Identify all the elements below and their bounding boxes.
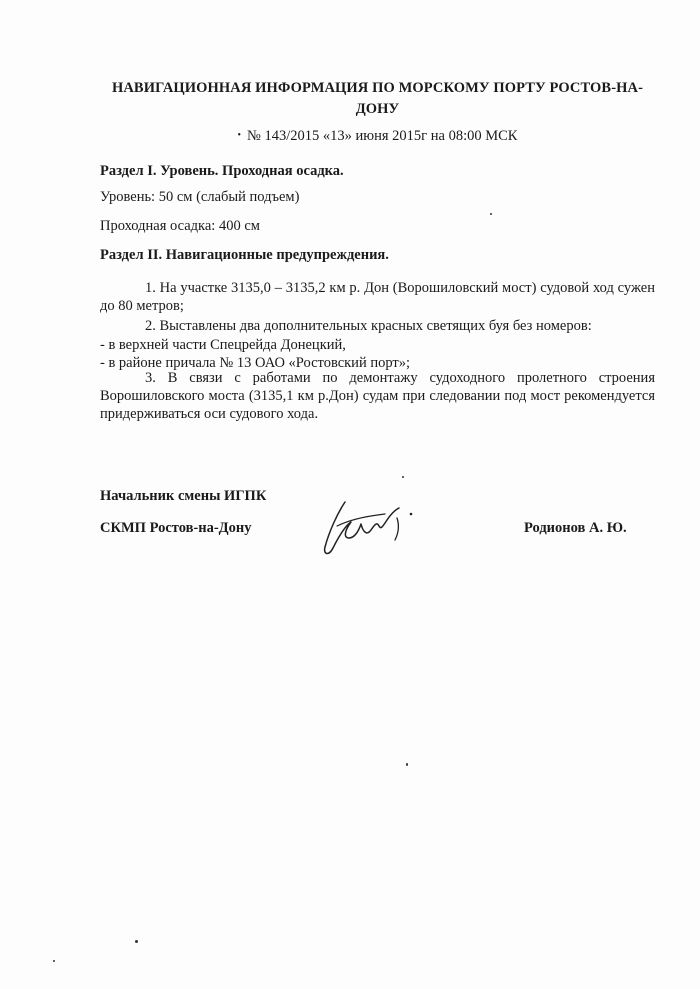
- warning-bullet-2: - в районе причала № 13 ОАО «Ростовский порт»;: [100, 355, 411, 371]
- warning-item-3: 3. В связи с работами по демонтажу судоходного пролетного строения Ворошиловского моста (3135,1 км р.Дон) судам при следовании под мост рекомендуется придерживаться оси судового хода.: [100, 370, 655, 422]
- signatory-name: Родионов А. Ю.: [524, 520, 627, 536]
- handwritten-signature-icon: [315, 492, 425, 564]
- signatory-position-line2: СКМП Ростов-на-Дону: [100, 520, 252, 536]
- section2-heading: Раздел II. Навигационные предупреждения.: [100, 247, 389, 263]
- warning-item-2: 2. Выставлены два дополнительных красных светящих буя без номеров:: [145, 318, 592, 334]
- scan-speck: [402, 476, 404, 478]
- document-number-text: № 143/2015 «13» июня 2015г на 08:00 МСК: [247, 128, 518, 144]
- scan-mark-icon: •: [237, 130, 242, 141]
- warning-bullet-1: - в верхней части Спецрейда Донецкий,: [100, 337, 346, 353]
- document-number-line: [100, 127, 655, 145]
- warning-item-1: 1. На участке 3135,0 – 3135,2 км р. Дон (Ворошиловский мост) судовой ход сужен до 80 метров;: [100, 280, 655, 314]
- water-level: Уровень: 50 см (слабый подъем): [100, 189, 300, 205]
- scan-speck: [490, 213, 492, 215]
- section1-heading: Раздел I. Уровень. Проходная осадка.: [100, 163, 344, 179]
- signatory-position-line1: Начальник смены ИГПК: [100, 488, 267, 504]
- document-title: НАВИГАЦИОННАЯ ИНФОРМАЦИЯ ПО МОРСКОМУ ПОРТУ РОСТОВ-НА-ДОНУ: [111, 80, 644, 117]
- passage-draft: Проходная осадка: 400 см: [100, 218, 260, 234]
- scan-speck: [135, 940, 138, 943]
- scan-speck: [406, 763, 408, 766]
- scan-speck: [53, 960, 55, 962]
